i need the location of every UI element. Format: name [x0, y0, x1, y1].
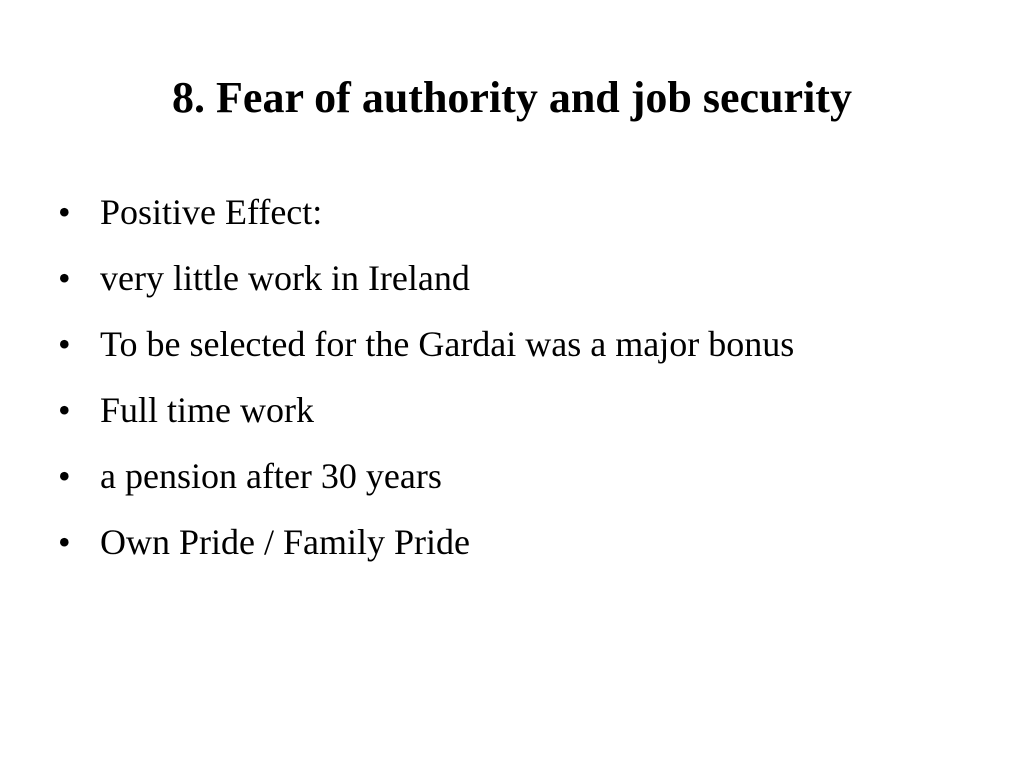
bullet-text: very little work in Ireland [100, 258, 470, 298]
bullet-icon: • [58, 258, 71, 298]
list-item [58, 252, 878, 304]
bullet-icon: • [58, 456, 71, 496]
bullet-icon: • [58, 522, 71, 562]
list-item [58, 186, 878, 238]
bullet-list [58, 186, 878, 582]
bullet-icon: • [58, 192, 71, 232]
bullet-icon: • [58, 324, 71, 364]
bullet-text: a pension after 30 years [100, 456, 442, 496]
bullet-text: Own Pride / Family Pride [100, 522, 470, 562]
list-item [58, 318, 878, 370]
bullet-text: Positive Effect: [100, 192, 323, 232]
list-item [58, 450, 878, 502]
bullet-text: Full time work [100, 390, 314, 430]
bullet-icon: • [58, 390, 71, 430]
slide-title: 8. Fear of authority and job security [172, 73, 852, 122]
bullet-text: To be selected for the Gardai was a major bonus [100, 324, 795, 364]
list-item [58, 384, 878, 436]
list-item [58, 516, 878, 568]
